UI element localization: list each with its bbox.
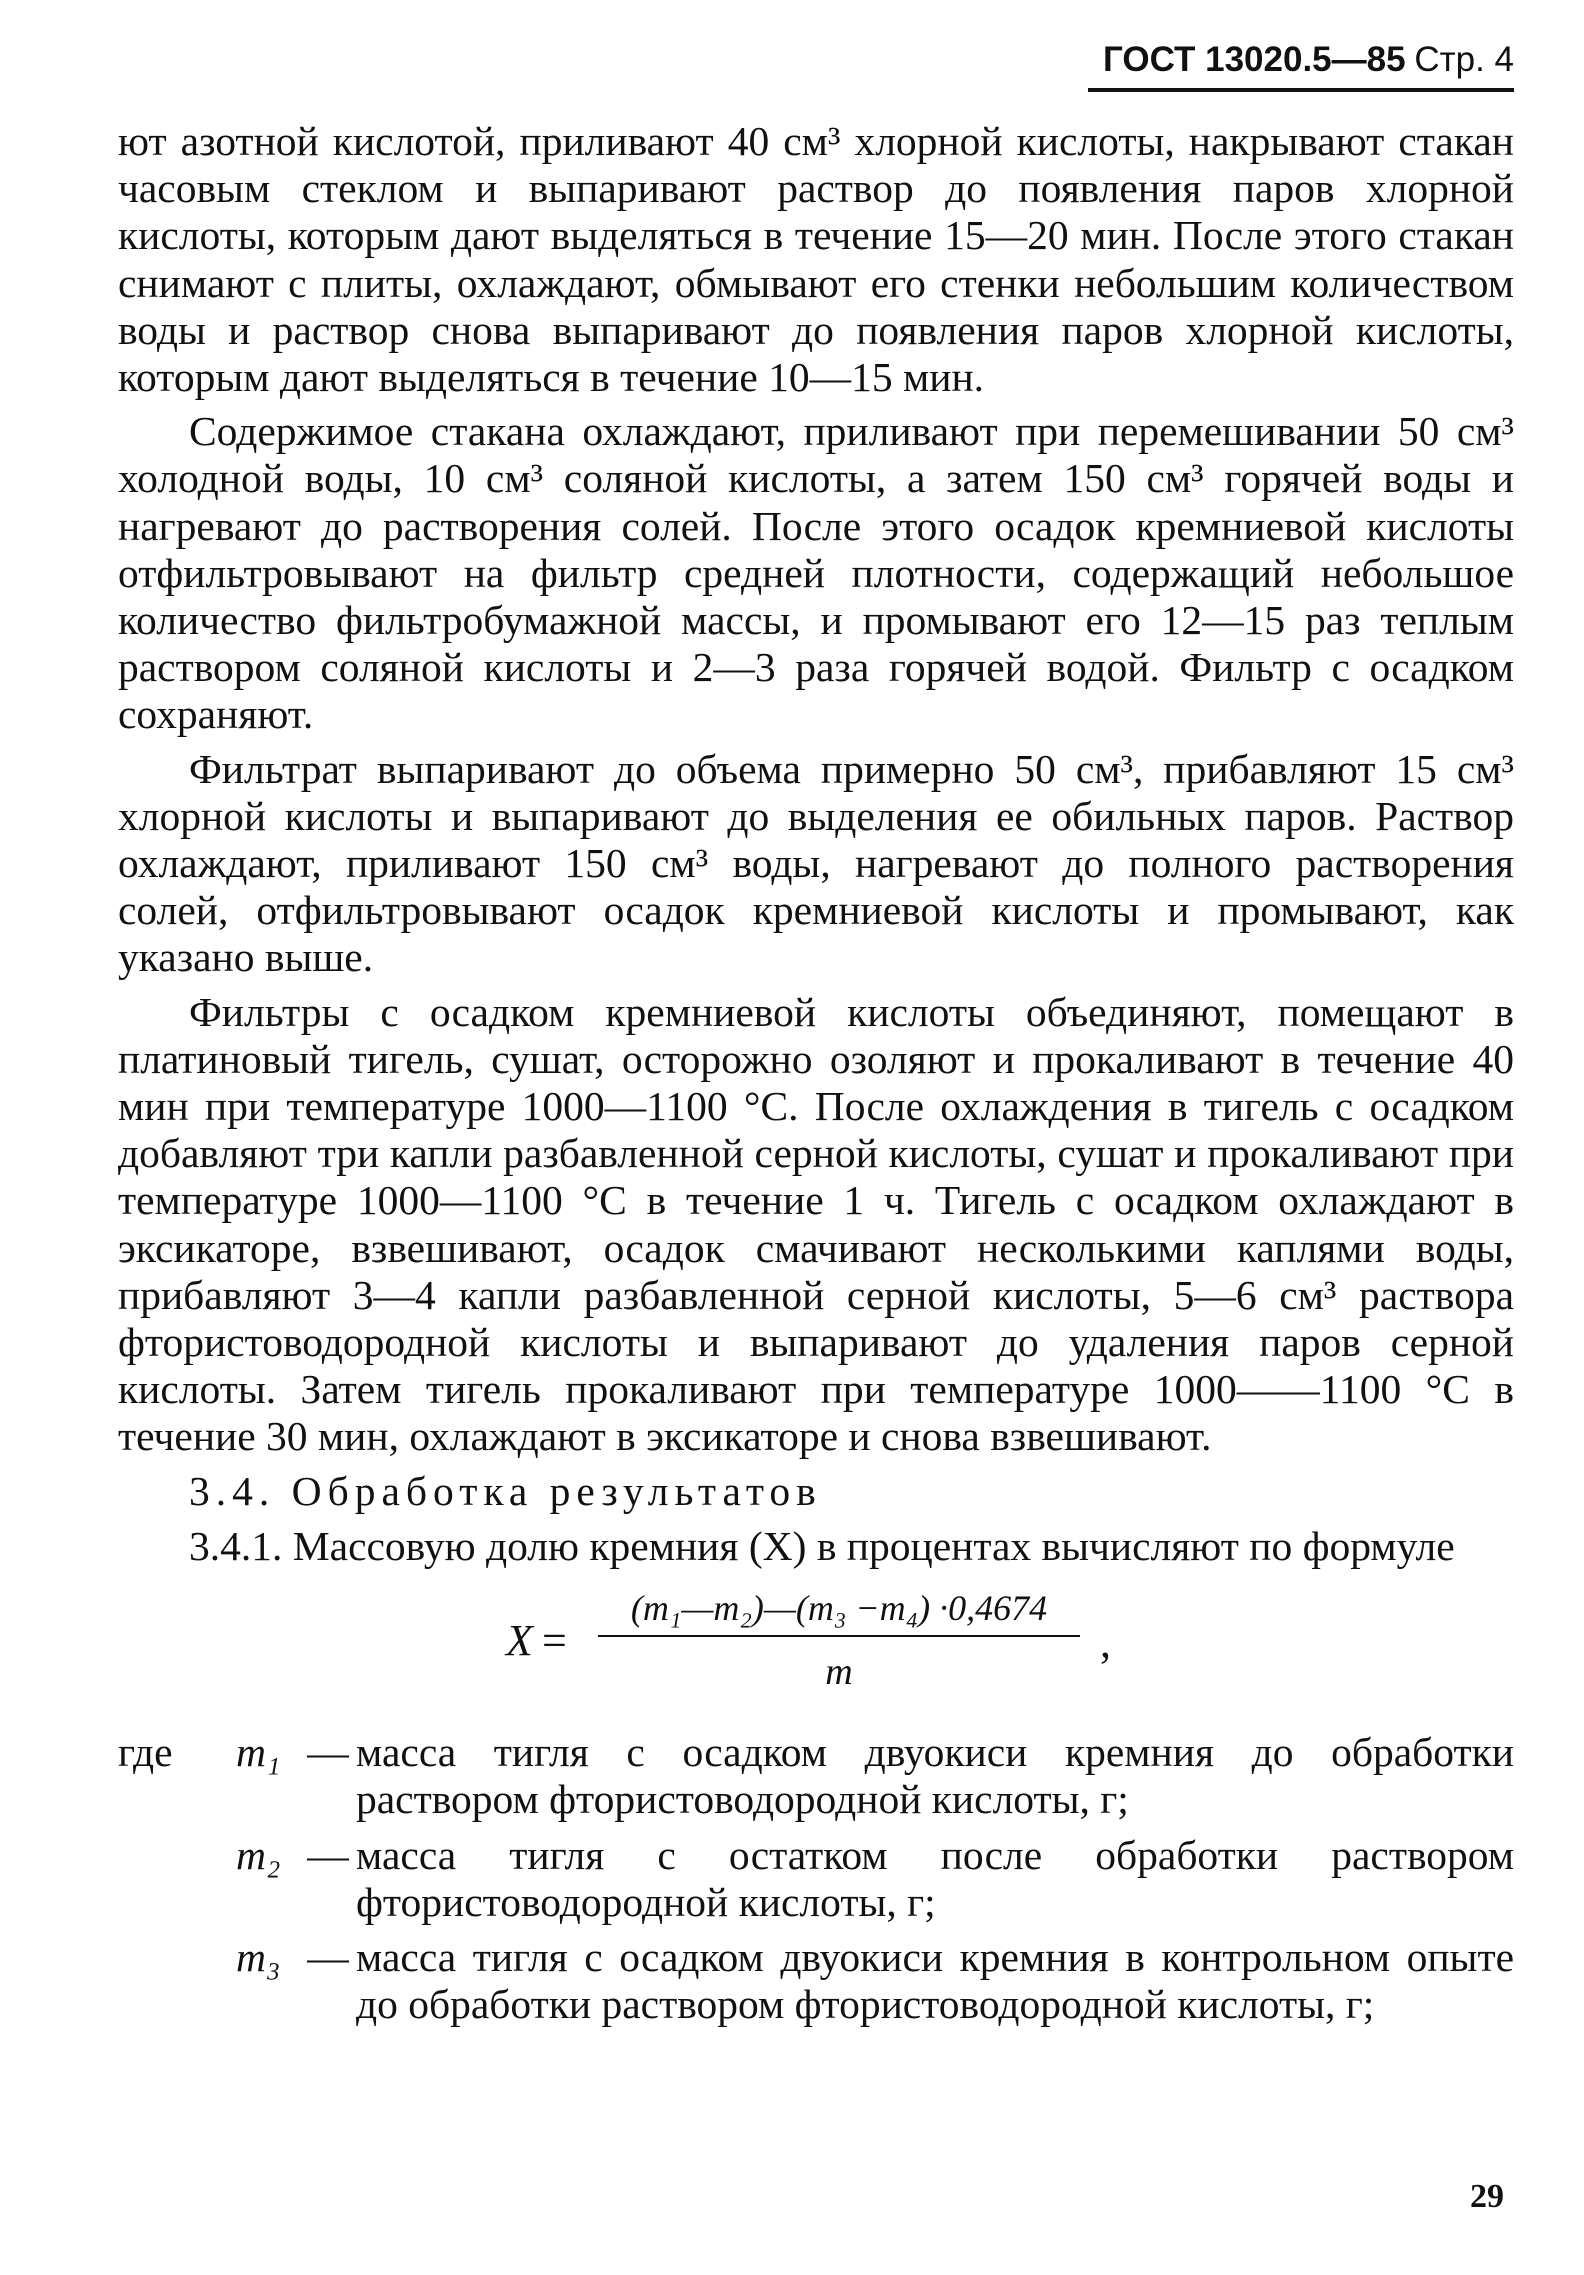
paragraph-continuation: ют азотной кислотой, приливают 40 см³ хлорной кислоты, накрывают стакан часовым стеклом и выпаривают раствор до появления паров хлорной кислоты, которым дают выделяться в течение 15—20 мин. После этого стакан снимают с плиты, охлаждают, обмывают его стенки небольшим количеством воды и раствор снова выпаривают до появления паров хлорной кислоты, которым дают выделяться в течение 10—15 мин. [118,118,1514,401]
paragraph-filtration: Содержимое стакана охлаждают, приливают при перемешивании 50 см³ холодной воды, 10 см³ соляной кислоты, а затем 150 см³ горячей воды и нагревают до растворения солей. После этого осадок кремниевой кислоты отфильтровывают на фильтр средней плотности, содержащий небольшое количество фильтробумажной массы, и промывают его 12—15 раз теплым раствором соляной кислоты и 2—3 раза горячей водой. Фильтр с осадком сохраняют. [118,408,1514,738]
header-rule [1088,88,1514,92]
header-page-label: Стр. 4 [1414,40,1514,79]
definition-symbol: m₃ [236,1933,281,1980]
definition-symbol: m₁ [236,1729,281,1776]
definition-text: масса тигля с остатком после обработки раствором фтористоводородной кислоты, г; [356,1831,1514,1925]
definition-dash: — [307,1831,349,1878]
definition-text: масса тигля с осадком двуокиси кремния до обработки раствором фтористоводородной кислоты, г; [356,1729,1514,1823]
standard-designation: ГОСТ 13020.5—85 [1103,40,1406,79]
formula-numerator: (m₁—m₂)—(m₃ −m₄) ·0,4674 [630,1588,1048,1629]
formula-equals: = [542,1616,567,1666]
formula-denominator: m [825,1651,853,1694]
paragraph-ignition: Фильтры с осадком кремниевой кислоты объединяют, помещают в платиновый тигель, сушат, осторожно озоляют и прокаливают в течение 40 мин при температуре 1000—1100 °С. После охлаждения в тигель с осадком добавляют три капли разбавленной серной кислоты, сушат и прокаливают при температуре 1000—1100 °С в течение 1 ч. Тигель с осадком охлаждают в эксикаторе, взвешивают, осадок смачивают несколькими каплями воды, прибавляют 3—4 капли разбавленной серной кислоты, 5—6 см³ раствора фтористоводородной кислоты и выпаривают до удаления паров серной кислоты. Затем тигель прокаливают при температуре 1000——1100 °С в течение 30 мин, охлаждают в эксикаторе и снова взвешивают. [118,988,1514,1460]
definition-dash: — [307,1933,349,1980]
paragraph-filtrate: Фильтрат выпаривают до объема примерно 50 см³, прибавляют 15 см³ хлорной кислоты и выпаривают до выделения ее обильных паров. Раствор охлаждают, приливают 150 см³ воды, нагревают до полного растворения солей, отфильтровывают осадок кремниевой кислоты и промывают, как указано выше. [118,745,1514,981]
definition-symbol: m₂ [236,1831,281,1878]
fraction-bar [598,1635,1080,1637]
page-number: 29 [1470,2178,1504,2215]
definition-text: масса тигля с осадком двуокиси кремния в контрольном опыте до обработки раствором фтористоводородной кислоты, г; [356,1933,1514,2028]
formula-lhs: X [506,1616,533,1666]
formula [118,1577,1514,1717]
formula-comma: , [1100,1618,1111,1668]
page-header [1088,40,1514,92]
definition-item [118,1832,1514,1926]
definition-item [118,1729,1514,1823]
document-body [118,118,1514,2036]
definition-item [118,1934,1514,2028]
variable-definitions [118,1729,1514,2028]
where-label: где [118,1729,173,1776]
section-title: 3.4. Обработка результатов [189,1467,822,1514]
definition-dash: — [307,1729,349,1776]
paragraph-calculation: 3.4.1. Массовую долю кремния (X) в процентах вычисляют по формуле [189,1522,1455,1569]
